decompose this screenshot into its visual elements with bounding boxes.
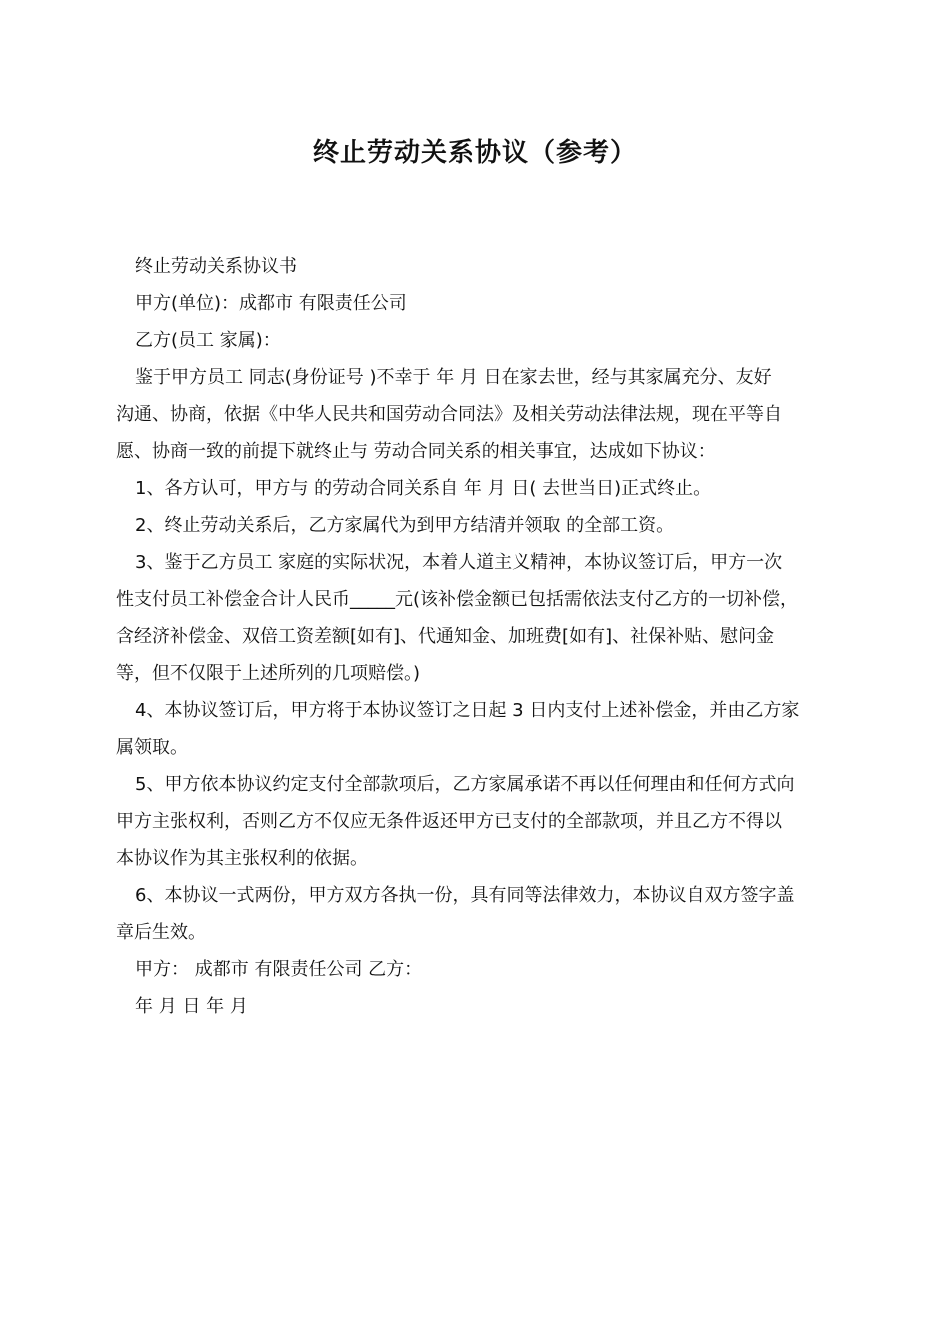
clause-6-line: 章后生效。 bbox=[116, 922, 206, 943]
clause-6-line: 6、本协议一式两份，甲方双方各执一份，具有同等法律效力，本协议自双方签字盖 bbox=[135, 885, 795, 906]
clause-5-line: 甲方主张权利，否则乙方不仅应无条件返还甲方已支付的全部款项，并且乙方不得以 bbox=[116, 811, 782, 832]
clause-5-line: 5、甲方依本协议约定支付全部款项后，乙方家属承诺不再以任何理由和任何方式向 bbox=[135, 774, 795, 795]
signature-parties-line: 甲方： 成都市 有限责任公司 乙方： bbox=[135, 959, 423, 980]
clause-1: 1、各方认可，甲方与 的劳动合同关系自 年 月 日( 去世当日)正式终止。 bbox=[135, 478, 712, 499]
clause-3-line: 3、鉴于乙方员工 家庭的实际状况，本着人道主义精神，本协议签订后，甲方一次 bbox=[135, 552, 783, 573]
clause-3-line: 等，但不仅限于上述所列的几项赔偿。) bbox=[116, 663, 421, 684]
clause-3-line: 性支付员工补偿金合计人民币_____元(该补偿金额已包括需依法支付乙方的一切补偿， bbox=[116, 589, 799, 610]
preamble-line: 沟通、协商，依据《中华人民共和国劳动合同法》及相关劳动法律法规，现在平等自 bbox=[116, 404, 782, 425]
clause-4-line: 属领取。 bbox=[116, 737, 188, 758]
signature-date-line: 年 月 日 年 月 bbox=[135, 996, 248, 1017]
party-a-line: 甲方(单位)：成都市 有限责任公司 bbox=[135, 293, 407, 314]
clause-5-line: 本协议作为其主张权利的依据。 bbox=[116, 848, 368, 869]
clause-3-line: 含经济补偿金、双倍工资差额[如有]、代通知金、加班费[如有]、社保补贴、慰问金 bbox=[116, 626, 775, 647]
document-title: 终止劳动关系协议（参考） bbox=[312, 138, 637, 168]
clause-4-line: 4、本协议签订后，甲方将于本协议签订之日起 3 日内支付上述补偿金，并由乙方家 bbox=[135, 700, 800, 721]
preamble-line: 鉴于甲方员工 同志(身份证号 )不幸于 年 月 日在家去世，经与其家属充分、友好 bbox=[135, 367, 772, 388]
document-body bbox=[116, 248, 838, 1025]
party-b-line: 乙方(员工 家属)： bbox=[135, 330, 281, 351]
clause-2: 2、终止劳动关系后，乙方家属代为到甲方结清并领取 的全部工资。 bbox=[135, 515, 675, 536]
agreement-heading: 终止劳动关系协议书 bbox=[135, 256, 297, 277]
preamble-line: 愿、协商一致的前提下就终止与 劳动合同关系的相关事宜，达成如下协议： bbox=[116, 441, 716, 462]
